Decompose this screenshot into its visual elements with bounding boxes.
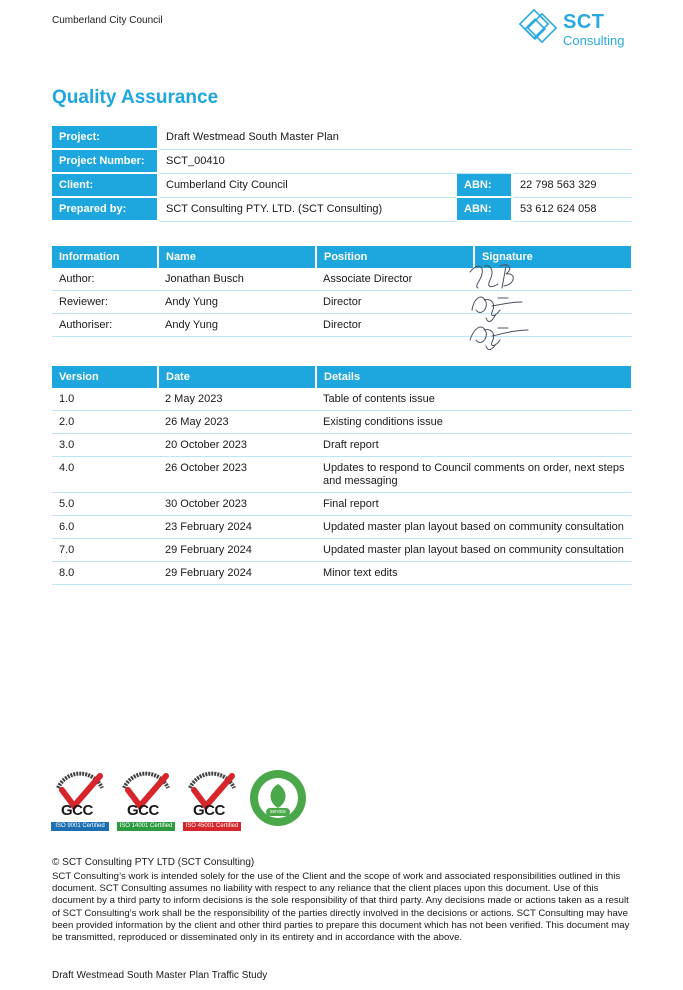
- version-number: 6.0: [52, 516, 158, 539]
- version-row: [52, 434, 632, 457]
- version-date: 29 February 2024: [158, 562, 316, 585]
- signoff-table: [52, 246, 633, 337]
- signoff-position: Associate Director: [316, 268, 474, 291]
- version-date: 20 October 2023: [158, 434, 316, 457]
- project-value: Draft Westmead South Master Plan: [158, 126, 632, 149]
- disclaimer-text: SCT Consulting’s work is intended solely for the use of the Client and the scope of work and associated responsibilities outlined in this document. SCT Consulting assumes no liability with respect to any reliance that the client places upon this document. Use of this document by a third party to inform decisions is the sole responsibility of that third party. Any decisions made or actions taken as a result of SCT Consulting’s work shall be the responsibility of the parties directly involved in the decisions or actions. SCT Consulting may have been provided information by the client and other third parties to prepare this document which has not been verified. This document may be transmitted, reproduced or disseminated only in its entirety and in accordance with the above.: [52, 871, 630, 944]
- signoff-row: [52, 314, 632, 337]
- footer-text: Draft Westmead South Master Plan Traffic Study: [52, 970, 268, 981]
- client-label: Client:: [52, 173, 158, 197]
- iso-45001-label: ISO 45001 Certified: [183, 822, 241, 831]
- signoff-name: Jonathan Busch: [158, 268, 316, 291]
- version-row: [52, 457, 632, 493]
- signoff-header-row: [52, 246, 632, 268]
- carbon-service-text: service: [270, 809, 286, 815]
- version-details: Existing conditions issue: [316, 411, 632, 434]
- version-row: [52, 493, 632, 516]
- gcc-text: GCC: [127, 802, 159, 819]
- version-row: [52, 539, 632, 562]
- version-header-details: Details: [316, 366, 632, 388]
- signoff-name: Andy Yung: [158, 291, 316, 314]
- gcc-text: GCC: [193, 802, 225, 819]
- version-number: 3.0: [52, 434, 158, 457]
- iso-14001-badge: [116, 762, 176, 834]
- project-number-label: Project Number:: [52, 149, 158, 173]
- client-row: [52, 173, 632, 197]
- sct-diamond-logo-icon: [518, 8, 562, 48]
- sct-logo: [518, 8, 638, 50]
- version-history-table: [52, 366, 633, 585]
- version-number: 8.0: [52, 562, 158, 585]
- version-date: 23 February 2024: [158, 516, 316, 539]
- iso-9001-badge: [50, 762, 110, 834]
- logo-sct-text: SCT: [563, 11, 605, 33]
- version-details: Draft report: [316, 434, 632, 457]
- version-row: [52, 516, 632, 539]
- iso-9001-label: ISO 9001 Certified: [51, 822, 109, 831]
- header-client-name: Cumberland City Council: [52, 15, 163, 26]
- signoff-name: Andy Yung: [158, 314, 316, 337]
- signoff-role: Authoriser:: [52, 314, 158, 337]
- signoff-header-position: Position: [316, 246, 474, 268]
- prepared-by-row: [52, 197, 632, 221]
- prepared-by-value: SCT Consulting PTY. LTD. (SCT Consulting): [158, 197, 457, 221]
- version-details: Updates to respond to Council comments on order, next steps and messaging: [316, 457, 632, 493]
- client-value: Cumberland City Council: [158, 173, 457, 197]
- signoff-header-signature: Signature: [474, 246, 632, 268]
- version-header-row: [52, 366, 632, 388]
- signoff-role: Reviewer:: [52, 291, 158, 314]
- version-date: 29 February 2024: [158, 539, 316, 562]
- version-row: [52, 411, 632, 434]
- version-details: Final report: [316, 493, 632, 516]
- handwritten-signatures: [462, 258, 542, 350]
- version-details: Minor text edits: [316, 562, 632, 585]
- logo-consulting-text: Consulting: [563, 33, 625, 48]
- version-date: 30 October 2023: [158, 493, 316, 516]
- version-details: Table of contents issue: [316, 388, 632, 411]
- client-abn-value: 22 798 563 329: [512, 173, 632, 197]
- version-number: 1.0: [52, 388, 158, 411]
- certification-badges: [50, 762, 312, 836]
- project-number-value: SCT_00410: [158, 149, 632, 173]
- page-title: Quality Assurance: [52, 87, 219, 108]
- version-number: 7.0: [52, 539, 158, 562]
- version-number: 2.0: [52, 411, 158, 434]
- signoff-position: Director: [316, 291, 474, 314]
- signoff-row: [52, 291, 632, 314]
- project-info-table: [52, 126, 632, 222]
- signature-reviewer: [472, 297, 522, 322]
- iso-14001-label: ISO 14001 Certified: [117, 822, 175, 831]
- version-header-date: Date: [158, 366, 316, 388]
- signoff-row: [52, 268, 632, 291]
- copyright-text: © SCT Consulting PTY LTD (SCT Consulting): [52, 857, 255, 868]
- version-details: Updated master plan layout based on community consultation: [316, 539, 632, 562]
- iso-45001-badge: [182, 762, 242, 834]
- project-label: Project:: [52, 126, 158, 149]
- gcc-text: GCC: [61, 802, 93, 819]
- signature-authoriser: [470, 327, 528, 350]
- project-row: [52, 126, 632, 149]
- carbon-neutral-leaf-icon: [248, 768, 308, 828]
- prepared-by-label: Prepared by:: [52, 197, 158, 221]
- prepared-abn-label: ABN:: [457, 197, 512, 221]
- carbon-neutral-badge: [248, 768, 308, 840]
- version-details: Updated master plan layout based on community consultation: [316, 516, 632, 539]
- signature-author: [470, 265, 513, 288]
- signoff-header-information: Information: [52, 246, 158, 268]
- prepared-abn-value: 53 612 624 058: [512, 197, 632, 221]
- version-header-version: Version: [52, 366, 158, 388]
- version-date: 2 May 2023: [158, 388, 316, 411]
- signoff-header-name: Name: [158, 246, 316, 268]
- version-date: 26 October 2023: [158, 457, 316, 493]
- project-number-row: [52, 149, 632, 173]
- version-row: [52, 562, 632, 585]
- signoff-role: Author:: [52, 268, 158, 291]
- version-number: 5.0: [52, 493, 158, 516]
- version-date: 26 May 2023: [158, 411, 316, 434]
- version-row: [52, 388, 632, 411]
- signoff-position: Director: [316, 314, 474, 337]
- client-abn-label: ABN:: [457, 173, 512, 197]
- version-number: 4.0: [52, 457, 158, 493]
